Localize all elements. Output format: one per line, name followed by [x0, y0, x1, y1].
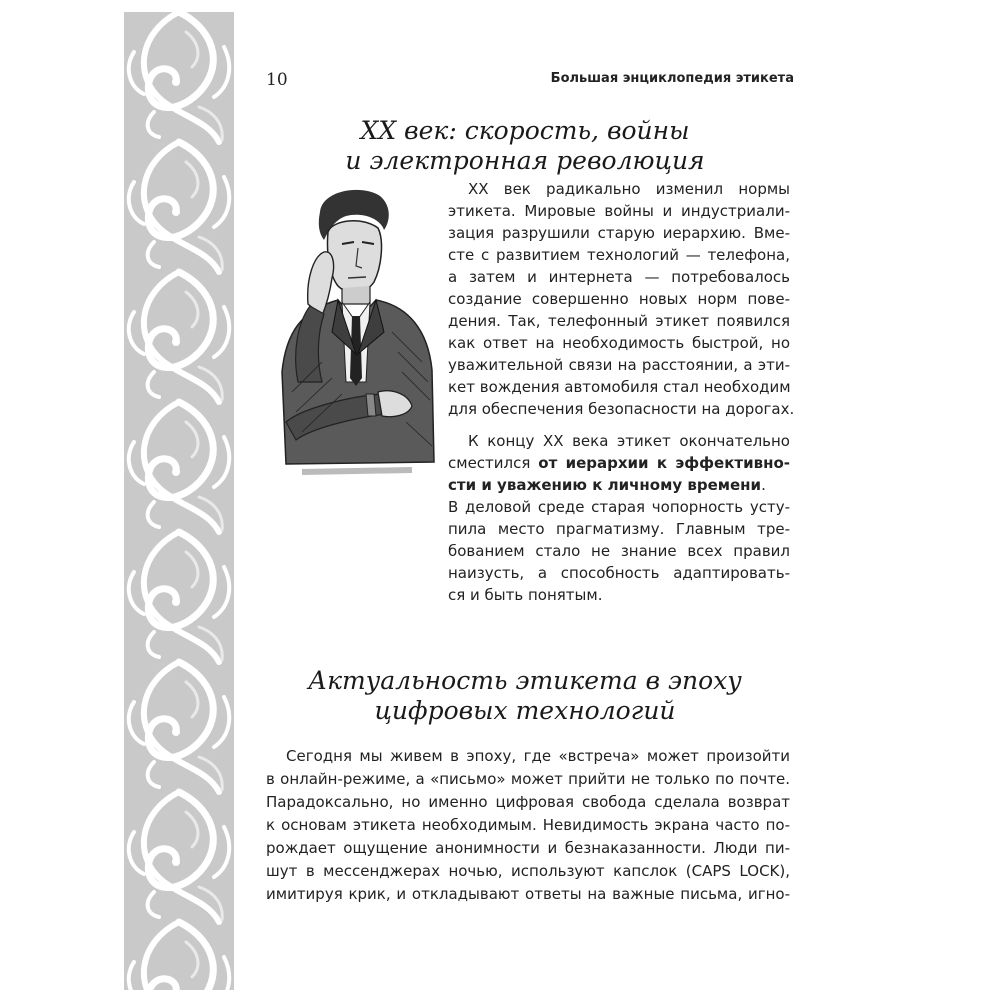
text-line: создание совершенно новых норм пове-: [448, 290, 790, 308]
section-title-digital-etiquette: [260, 666, 790, 726]
text-line: в онлайн-режиме, а «письмо» может прийти не только по почте.: [266, 770, 790, 788]
running-title: Большая энциклопедия этикета: [550, 71, 794, 86]
text-line: бованием стало не знание всех правил: [448, 542, 790, 560]
scroll-ornament-icon: [124, 12, 234, 990]
page-number: 10: [266, 70, 288, 90]
paragraph-xx-century-changes: [448, 178, 795, 420]
section-title-line: XX век: скорость, войны: [360, 116, 690, 145]
text-line: ся и быть понятым.: [448, 586, 603, 604]
text-line: а затем и интернета — потребовалось: [448, 268, 790, 286]
section-title-line: цифровых технологий: [374, 696, 676, 725]
text-line: зация разрушили старую иерархию. Вме-: [448, 224, 790, 242]
text-fragment: сместился: [448, 454, 539, 472]
man-on-phone-illustration: [262, 182, 440, 482]
man-on-phone-engraving-icon: [262, 182, 440, 482]
text-line: как ответ на необходимость быстрой, но: [448, 334, 790, 352]
text-line: Парадоксально, но именно цифровая свобода сделала возврат: [266, 793, 790, 811]
text-line: дения. Так, телефонный этикет появился: [448, 312, 790, 330]
section-title-xx-century: [260, 116, 790, 176]
text-line: этикета. Мировые войны и индустриали-: [448, 202, 790, 220]
text-line: для обеспечения безопасности на дорогах.: [448, 400, 795, 418]
text-line: XX век радикально изменил нормы: [468, 180, 790, 198]
text-line: В деловой среде старая чопорность усту-: [448, 498, 790, 516]
section-title-line: и электронная революция: [345, 146, 705, 175]
text-line: кет вождения автомобиля стал необходим: [448, 378, 791, 396]
text-line: рождает ощущение анонимности и безнаказанности. Люди пи-: [266, 839, 790, 857]
text-line: сте с развитием технологий — телефона,: [448, 246, 790, 264]
text-line: К концу XX века этикет окончательно: [468, 432, 790, 450]
text-line: наизусть, а способность адаптировать-: [448, 564, 790, 582]
decorative-ornament-band: [124, 12, 234, 990]
paragraph-digital-era: [266, 745, 790, 906]
paragraph-end-of-century: [448, 430, 790, 606]
text-line: Сегодня мы живем в эпоху, где «встреча» может произойти: [286, 747, 790, 765]
text-line-mixed: [448, 474, 790, 496]
emphasis-text: от иерархии к эффективно-: [538, 454, 790, 472]
text-line: к основам этикета необходимым. Невидимость экрана часто по-: [266, 816, 790, 834]
text-line: пила место прагматизму. Главным тре-: [448, 520, 790, 538]
text-fragment: .: [761, 476, 766, 494]
text-line: шут в мессенджерах ночью, используют капслок (CAPS LOCK),: [266, 862, 790, 880]
text-line-mixed: [448, 452, 790, 474]
text-line: имитируя крик, и откладывают ответы на важные письма, игно-: [266, 885, 790, 903]
text-line: уважительной связи на расстоянии, а эти-: [448, 356, 790, 374]
emphasis-text: сти и уважению к личному времени: [448, 476, 762, 494]
section-title-line: Актуальность этикета в эпоху: [308, 666, 742, 695]
